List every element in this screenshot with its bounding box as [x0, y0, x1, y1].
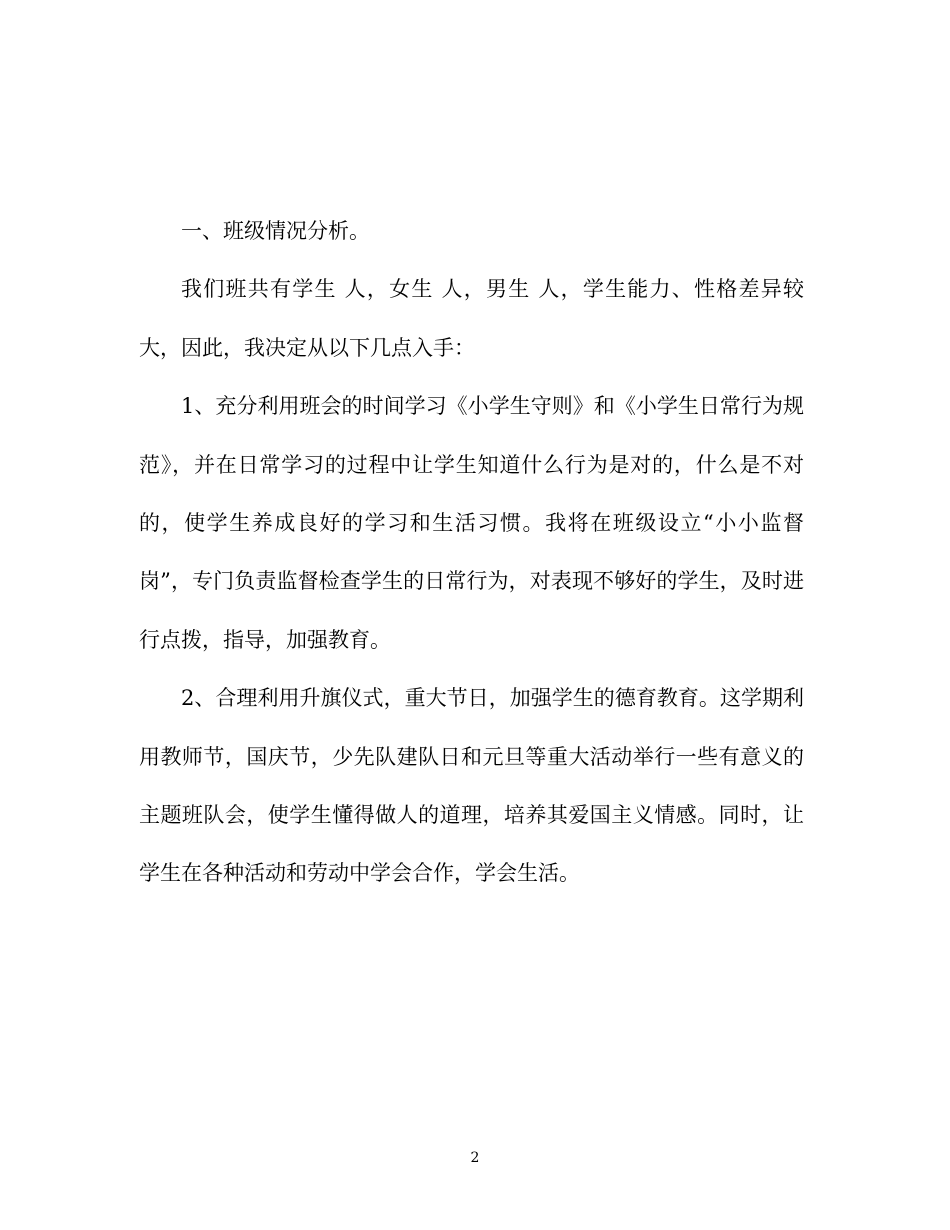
paragraph-class-overview: 我们班共有学生 人，女生 人，男生 人，学生能力、性格差异较大，因此，我决定从以下几点入手：: [139, 277, 804, 360]
page-number: 2: [470, 1150, 480, 1166]
section-heading: 一、班级情况分析。: [181, 219, 370, 243]
document-body: [139, 202, 804, 903]
paragraph-item-1: 1、充分利用班会的时间学习《小学生守则》和《小学生日常行为规范》，并在日常学习的过程中让学生知道什么行为是对的，什么是不对的，使学生养成良好的学习和生活习惯。我将在班级设立“小小监督岗”，专门负责监督检查学生的日常行为，对表现不够好的学生，及时进行点拨，指导，加强教育。: [139, 394, 804, 652]
paragraph-item-2: 2、合理利用升旗仪式，重大节日，加强学生的德育教育。这学期利用教师节，国庆节，少先队建队日和元旦等重大活动举行一些有意义的主题班队会，使学生懂得做人的道理，培养其爱国主义情感。同时，让学生在各种活动和劳动中学会合作，学会生活。: [139, 686, 804, 886]
